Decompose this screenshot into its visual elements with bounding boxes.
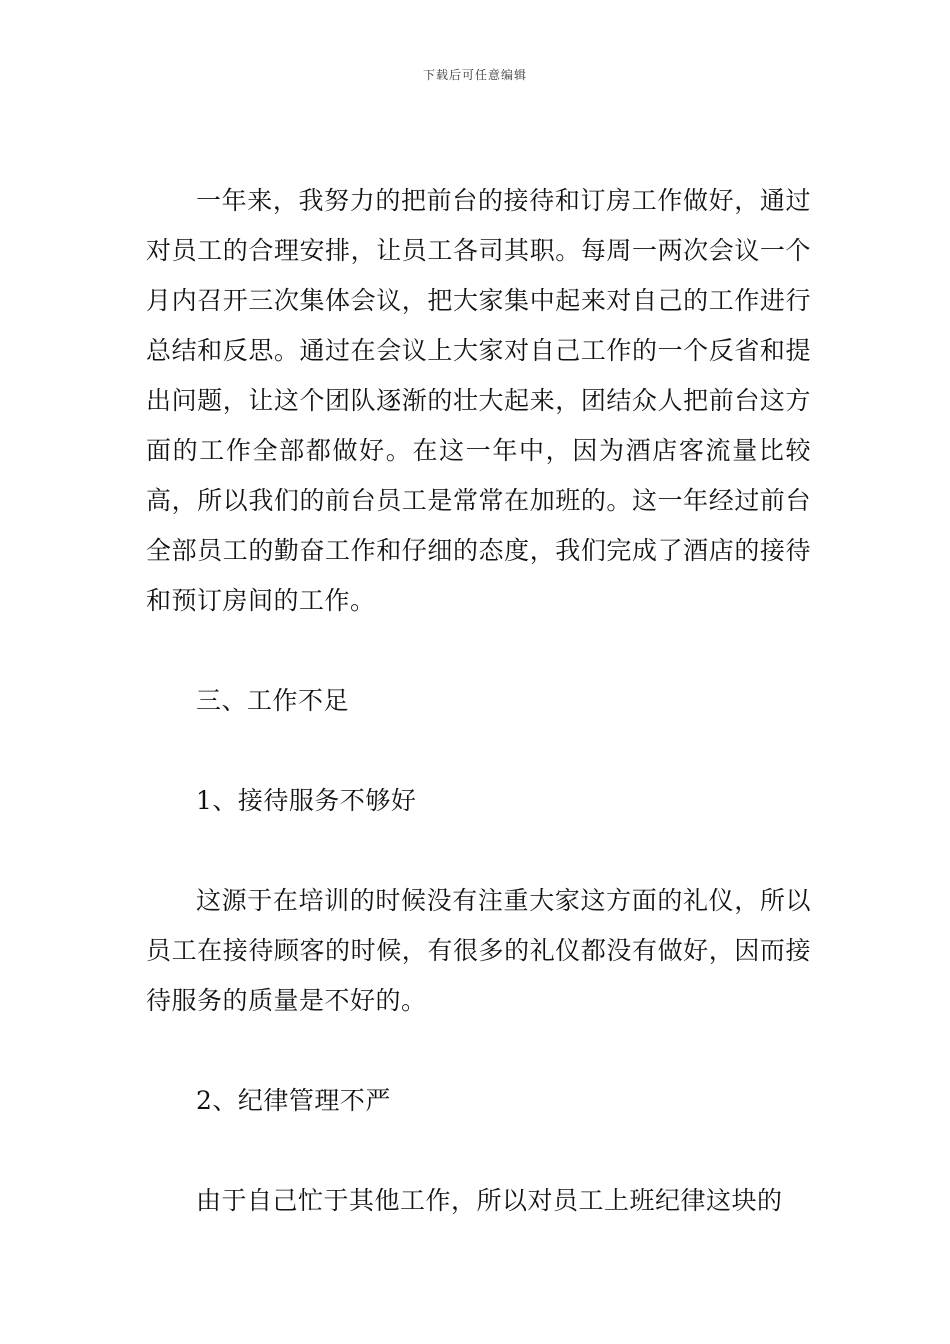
paragraph-reception-service: 这源于在培训的时候没有注重大家这方面的礼仪，所以员工在接待顾客的时候，有很多的礼仪都没有做好，因而接待服务的质量是不好的。 xyxy=(146,886,811,1015)
paragraph-summary: 一年来，我努力的把前台的接待和订房工作做好，通过对员工的合理安排，让员工各司其职。每周一两次会议一个月内召开三次集体会议，把大家集中起来对自己的工作进行总结和反思。通过在会议上大家对自己工作的一个反省和提出问题，让这个团队逐渐的壮大起来，团结众人把前台这方面的工作全部都做好。在这一年中，因为酒店客流量比较高，所以我们的前台员工是常常在加班的。这一年经过前台全部员工的勤奋工作和仔细的态度，我们完成了酒店的接待和预订房间的工作。 xyxy=(146,186,811,615)
document-body xyxy=(146,176,811,1226)
subheading-discipline: 2、纪律管理不严 xyxy=(196,1086,391,1115)
subheading-reception-service: 1、接待服务不够好 xyxy=(196,786,417,815)
paragraph-discipline: 由于自己忙于其他工作，所以对员工上班纪律这块的 xyxy=(196,1186,783,1215)
section-heading-shortcomings: 三、工作不足 xyxy=(196,686,350,715)
page-header: 下载后可任意编辑 xyxy=(422,68,527,82)
